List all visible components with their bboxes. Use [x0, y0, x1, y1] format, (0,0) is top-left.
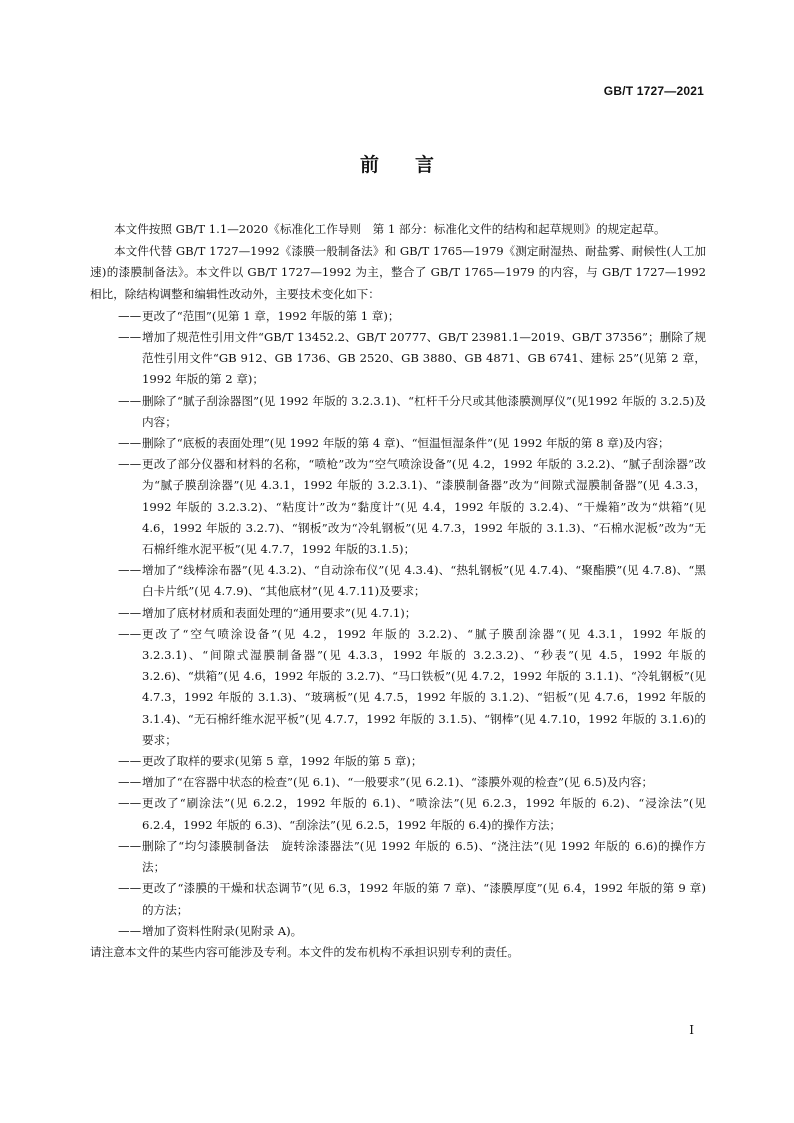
dash-marker: —— [118, 330, 142, 345]
dash-marker: —— [118, 775, 142, 790]
list-item: —— 更改了“刷涂法”(见 6.2.2，1992 年版的 6.1)、“喷涂法”(见 6.2.3，1992 年版的 6.2)、“浸涂法”(见 6.2.4，1992 年版的 6.3)、“刮涂法”(见 6.2.5，1992 年版的 6.4)的操作方法； [90, 793, 706, 835]
dash-marker: —— [118, 881, 142, 896]
list-item: —— 增加了规范性引用文件“GB/T 13452.2、GB/T 20777、GB/T 23981.1—2019、GB/T 37356”；删除了规范性引用文件“GB 912、GB 1736、GB 2520、GB 3880、GB 4871、GB 6741、建标 25”(见第 2 章，1992 年版的第 2 章)； [90, 327, 706, 391]
list-item: —— 增加了资料性附录(见附录 A)。 [90, 921, 706, 942]
foreword-body [90, 219, 706, 963]
paragraph-drafting-rules: 本文件按照 GB/T 1.1—2020《标准化工作导则 第 1 部分：标准化文件的结构和起草规则》的规定起草。 [114, 222, 666, 236]
dash-marker: —— [118, 838, 142, 853]
page-number: I [689, 1023, 694, 1037]
patent-notice: 请注意本文件的某些内容可能涉及专利。本文件的发布机构不承担识别专利的责任。 [90, 944, 519, 959]
list-item: —— 删除了“腻子刮涂器图”(见 1992 年版的 3.2.3.1)、“杠杆千分尺或其他漆膜测厚仪”(见1992 年版的 3.2.5)及内容； [90, 391, 706, 433]
list-item: —— 删除了“底板的表面处理”(见 1992 年版的第 4 章)、“恒温恒湿条件”(见 1992 年版的第 8 章)及内容； [90, 433, 706, 454]
dash-marker: —— [118, 605, 142, 620]
list-item: —— 更改了“空气喷涂设备”(见 4.2，1992 年版的 3.2.2)、“腻子膜刮涂器”(见 4.3.1，1992 年版的 3.2.3.1)、“间隙式湿膜制备器”(见 4.3.3，1992 年版的 3.2.3.2)、“秒表”(见 4.5，1992 年版的 3.2.6)、“烘箱”(见 4.6，1992 年版的 3.2.7)、“马口铁板”(见 4.7.2，1992 年版的 3.1.1)、“冷轧钢板”(见 4.7.3，1992 年版的 3.1.3)、“玻璃板”(见 4.7.5，1992 年版的 3.1.2)、“铝板”(见 4.7.6，1992 年版的 3.1.4)、“无石棉纤维水泥平板”(见 4.7.7，1992 年版的 3.1.5)、“钢棒”(见 4.7.10，1992 年版的 3.1.6)的要求； [90, 624, 706, 751]
list-item: —— 增加了“在容器中状态的检查”(见 6.1)、“一般要求”(见 6.2.1)、“漆膜外观的检查”(见 6.5)及内容； [90, 772, 706, 793]
list-item: —— 增加了底材材质和表面处理的“通用要求”(见 4.7.1)； [90, 603, 706, 624]
dash-marker: —— [118, 754, 142, 769]
dash-marker: —— [118, 563, 142, 578]
dash-marker: —— [118, 393, 142, 408]
document-code: GB/T 1727—2021 [603, 84, 704, 98]
page-title: 前言 [359, 154, 470, 176]
list-item: —— 更改了“漆膜的干燥和状态调节”(见 6.3，1992 年版的第 7 章)、“漆膜厚度”(见 6.4，1992 年版的第 9 章)的方法； [90, 878, 706, 920]
paragraph-replacement: 本文件代替 GB/T 1727—1992《漆膜一般制备法》和 GB/T 1765—1979《测定耐湿热、耐盐雾、耐候性(人工加速)的漆膜制备法》。本文件以 GB/T 1727—1992 为主，整合了 GB/T 1765—1979 的内容，与 GB/T 1727—1992 相比，除结构调整和编辑性改动外，主要技术变化如下： [90, 244, 706, 301]
dash-marker: —— [118, 796, 142, 811]
changes-list [90, 306, 706, 942]
dash-marker: —— [118, 436, 142, 451]
list-item: —— 更改了“范围”(见第 1 章，1992 年版的第 1 章)； [90, 306, 706, 327]
dash-marker: —— [118, 308, 142, 323]
dash-marker: —— [118, 923, 142, 938]
dash-marker: —— [118, 626, 142, 641]
dash-marker: —— [118, 457, 142, 472]
list-item: —— 更改了取样的要求(见第 5 章，1992 年版的第 5 章)； [90, 751, 706, 772]
list-item: —— 删除了“均匀漆膜制备法 旋转涂漆器法”(见 1992 年版的 6.5)、“浇注法”(见 1992 年版的 6.6)的操作方法； [90, 836, 706, 878]
list-item: —— 更改了部分仪器和材料的名称，“喷枪”改为“空气喷涂设备”(见 4.2，1992 年版的 3.2.2)、“腻子刮涂器”改为“腻子膜刮涂器”(见 4.3.1，1992 年版的 3.2.3.1)、“漆膜制备器”改为“间隙式湿膜制备器”(见 4.3.3，1992 年版的 3.2.3.2)、“粘度计”改为“黏度计”(见 4.4，1992 年版的 3.2.4)、“干燥箱”改为“烘箱”(见 4.6，1992 年版的 3.2.7)、“钢板”改为“冷轧钢板”(见 4.7.3，1992 年版的 3.1.3)、“石棉水泥板”改为“无石棉纤维水泥平板”(见 4.7.7，1992 年版的3.1.5)； [90, 454, 706, 560]
list-item: —— 增加了“线棒涂布器”(见 4.3.2)、“自动涂布仪”(见 4.3.4)、“热轧钢板”(见 4.7.4)、“聚酯膜”(见 4.7.8)、“黑白卡片纸”(见 4.7.9)、“其他底材”(见 4.7.11)及要求； [90, 560, 706, 602]
